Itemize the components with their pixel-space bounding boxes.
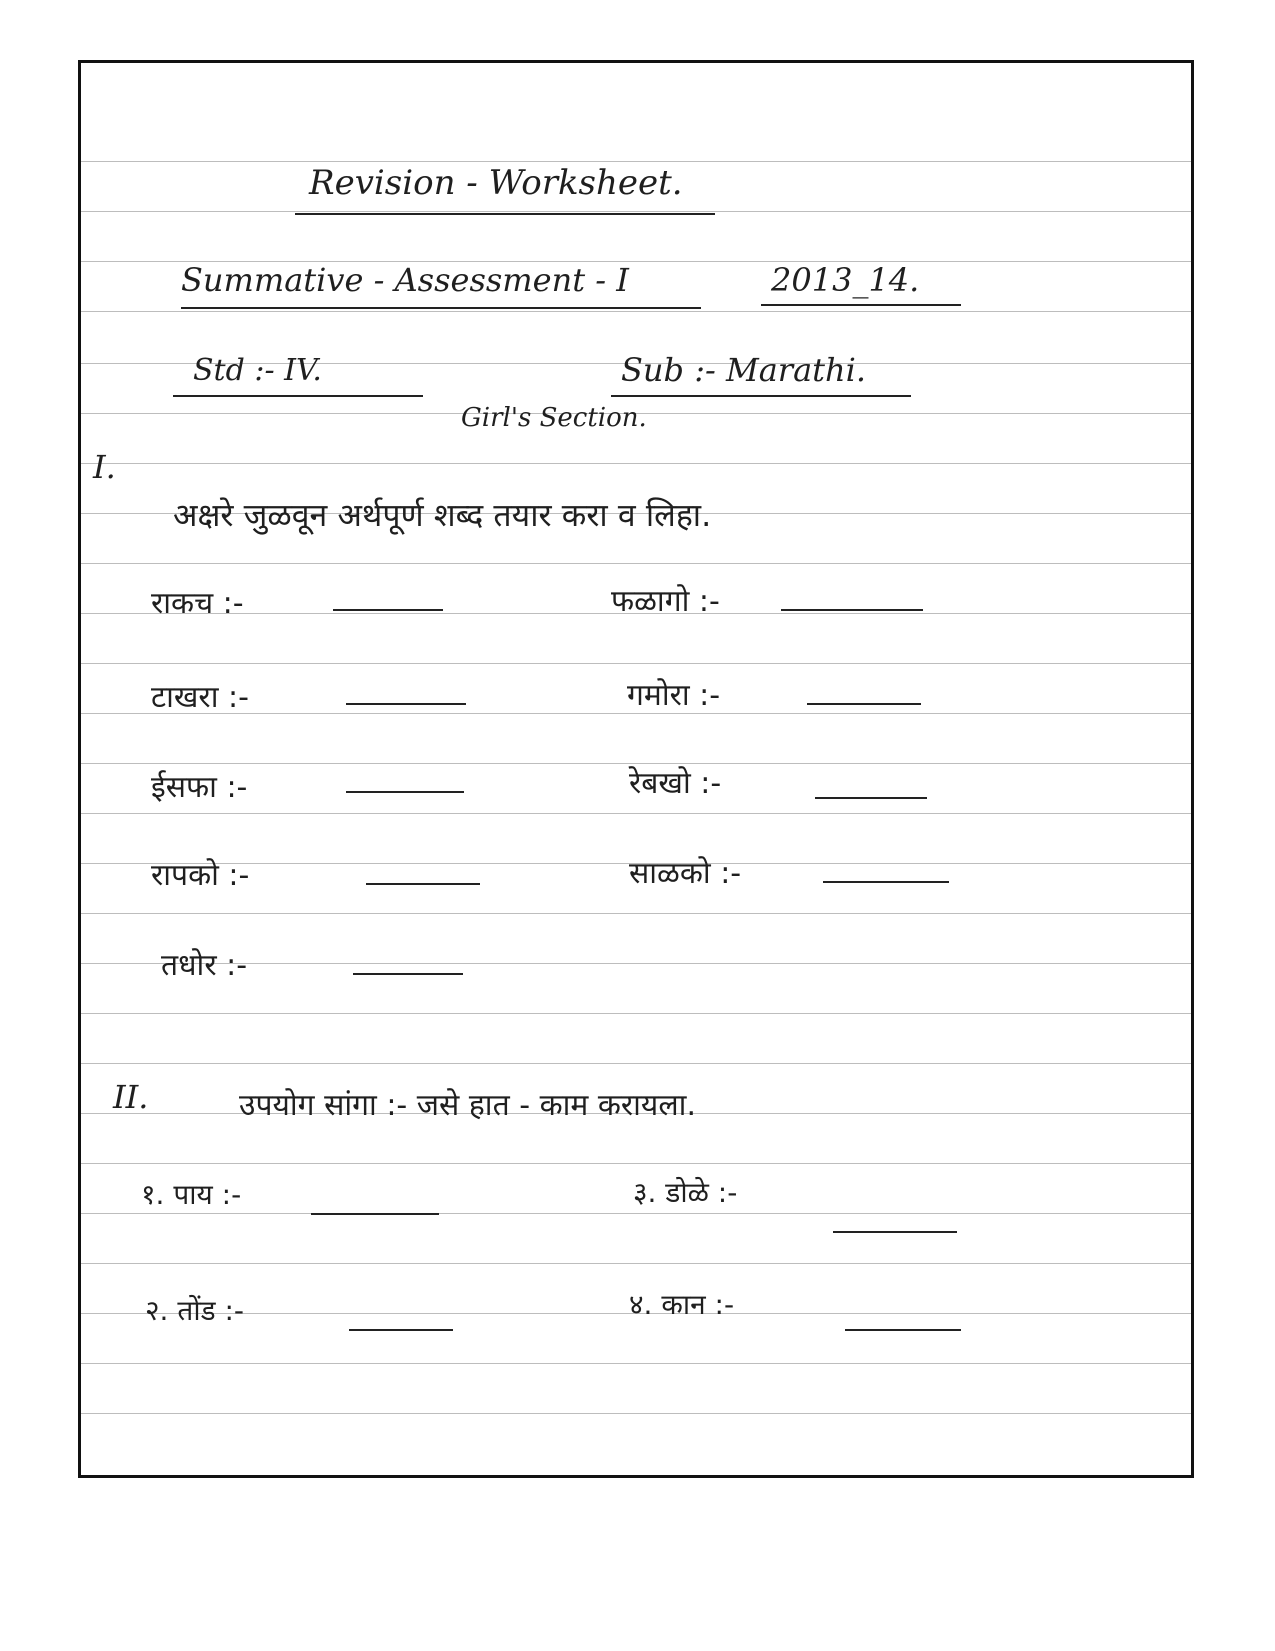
year-underline — [761, 304, 961, 306]
assessment-year: 2013_14. — [771, 261, 920, 299]
jumbled-word-3: टाखरा :- — [151, 680, 249, 715]
std-underline — [173, 395, 423, 397]
subject-underline — [611, 395, 911, 397]
jumbled-word-7: रापको :- — [151, 858, 250, 893]
answer-blank-3 — [346, 703, 466, 705]
section-two-instruction: उपयोग सांगा :- जसे हात - काम करायला. — [239, 1088, 696, 1123]
answer-blank-1 — [333, 609, 443, 611]
usage-blank-3 — [833, 1231, 957, 1233]
usage-item-1: १. पाय :- — [141, 1178, 242, 1211]
usage-blank-1 — [311, 1213, 439, 1215]
section-one-numeral: I. — [93, 448, 116, 486]
usage-item-3: ३. डोळे :- — [633, 1176, 738, 1209]
section-label: Girl's Section. — [461, 403, 647, 433]
jumbled-word-6: रेबखो :- — [629, 766, 722, 801]
section-one-instruction: अक्षरे जुळवून अर्थपूर्ण शब्द तयार करा व लिहा. — [173, 496, 712, 534]
jumbled-word-9: तधोर :- — [161, 948, 248, 983]
jumbled-word-4: गमोरा :- — [627, 678, 721, 713]
jumbled-word-1: राकच :- — [151, 586, 244, 621]
standard-label: Std :- IV. — [193, 353, 322, 388]
title-underline — [295, 213, 715, 215]
assessment-label: Summative - Assessment - I — [181, 261, 629, 299]
section-two-numeral: II. — [113, 1078, 149, 1116]
usage-blank-2 — [349, 1329, 453, 1331]
usage-item-4: ४. कान :- — [629, 1288, 735, 1321]
jumbled-word-2: फळागो :- — [611, 584, 720, 619]
answer-blank-4 — [807, 703, 921, 705]
jumbled-word-5: ईसफा :- — [151, 770, 248, 805]
answer-blank-7 — [366, 883, 480, 885]
assessment-underline — [181, 307, 701, 309]
usage-blank-4 — [845, 1329, 961, 1331]
worksheet-page — [78, 60, 1194, 1478]
answer-blank-6 — [815, 797, 927, 799]
answer-blank-2 — [781, 609, 923, 611]
jumbled-word-8: साळको :- — [629, 856, 742, 891]
answer-blank-9 — [353, 973, 463, 975]
answer-blank-5 — [346, 791, 464, 793]
worksheet-title: Revision - Worksheet. — [309, 163, 683, 203]
subject-label: Sub :- Marathi. — [621, 351, 867, 389]
usage-item-2: २. तोंड :- — [145, 1294, 244, 1327]
answer-blank-8 — [823, 881, 949, 883]
